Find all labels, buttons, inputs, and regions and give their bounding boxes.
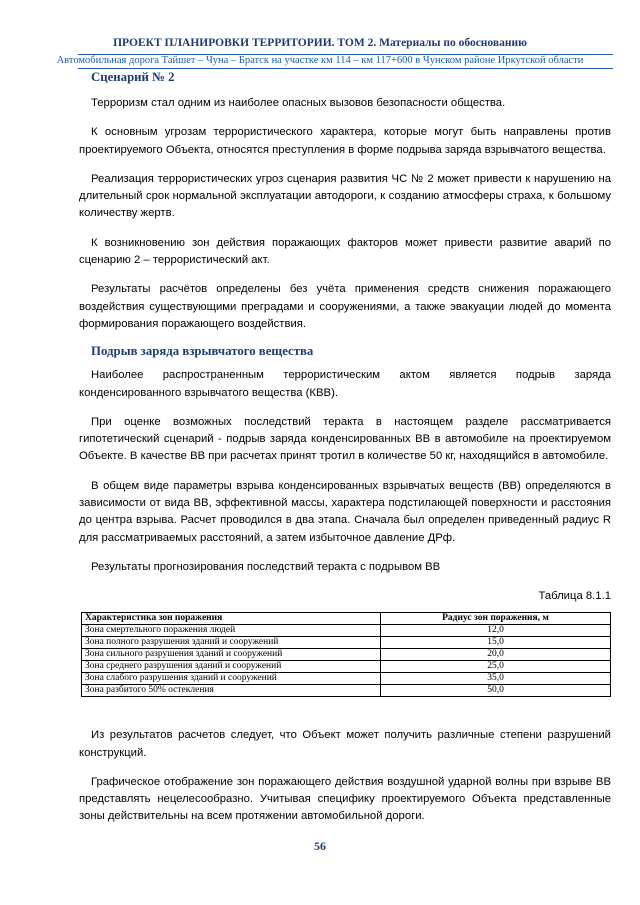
table-cell: Зона сильного разрушения зданий и сооружений bbox=[82, 649, 381, 661]
table-cell: 50,0 bbox=[381, 685, 611, 697]
table-row bbox=[82, 673, 611, 685]
table-header-cell: Радиус зон поражения, м bbox=[381, 613, 611, 625]
table-cell: Зона разбитого 50% остекления bbox=[82, 685, 381, 697]
page-content bbox=[79, 69, 611, 826]
table-row bbox=[82, 649, 611, 661]
table-header-row bbox=[82, 613, 611, 625]
paragraph: К возникновению зон действия поражающих факторов может привести развитие аварий по сценарию 2 – террористический акт. bbox=[79, 236, 611, 267]
table-row bbox=[82, 661, 611, 673]
table-cell: Зона полного разрушения зданий и сооружений bbox=[82, 637, 381, 649]
table-cell: Зона слабого разрушения зданий и сооружений bbox=[82, 673, 381, 685]
paragraph: Графическое отображение зон поражающего действия воздушной ударной волны при взрыве ВВ представлять нецелесообразно. Учитывая специфику проектируемого Объекта представленные зоны действительны на всем протяжении автомобильной дороги. bbox=[79, 775, 611, 823]
table-row bbox=[82, 625, 611, 637]
table-cell: 20,0 bbox=[381, 649, 611, 661]
table-row bbox=[82, 685, 611, 697]
paragraph: В общем виде параметры взрыва конденсированных взрывчатых веществ (ВВ) определяются в зависимости от вида ВВ, эффективной массы, характера подстилающей поверхности и расстояния до центра взрыва. Расчет проводился в два этапа. Сначала был определен приведенный радиус R для рассматриваемых расстояний, а затем избыточное давление ДРф. bbox=[79, 479, 611, 544]
paragraph: Наиболее распространенным террористическим актом является подрыв заряда конденсированного взрывчатого вещества (КВВ). bbox=[79, 369, 611, 399]
paragraph: Терроризм стал одним из наиболее опасных вызовов безопасности общества. bbox=[91, 97, 506, 109]
paragraph: К основным угрозам террористического характера, которые могут быть направлены против проектируемого Объекта, относятся преступления в форме подрыва заряда взрывчатого вещества. bbox=[79, 126, 611, 156]
paragraph: Из результатов расчетов следует, что Объект может получить различные степени разрушений конструкций. bbox=[79, 729, 611, 759]
table-cell: 12,0 bbox=[381, 625, 611, 637]
table-header-cell: Характеристика зон поражения bbox=[82, 613, 381, 625]
paragraph: Результаты прогнозирования последствий теракта с подрывом ВВ bbox=[91, 560, 441, 573]
paragraph: При оценке возможных последствий теракта в настоящем разделе рассматривается гипотетический сценарий - подрыв заряда конденсированных ВВ в автомобиле на проектируемом Объекте. В качестве ВВ при расчетах принят тротил в количестве 50 кг, находящийся в автомобиле. bbox=[79, 415, 611, 463]
table-cell: Зона среднего разрушения зданий и сооружений bbox=[82, 661, 381, 673]
page-number: 56 bbox=[314, 839, 326, 853]
table-cell: 15,0 bbox=[381, 637, 611, 649]
paragraph: Результаты расчётов определены без учёта применения средств снижения поражающего воздействия существующими преградами и сооружениями, а также эвакуации людей до момента формирования поражающего воздействия. bbox=[79, 283, 611, 330]
table-cell: 35,0 bbox=[381, 673, 611, 685]
table-caption: Таблица 8.1.1 bbox=[538, 590, 611, 603]
document-header-title: ПРОЕКТ ПЛАНИРОВКИ ТЕРРИТОРИИ. ТОМ 2. Материалы по обоснованию bbox=[113, 37, 527, 49]
paragraph: Реализация террористических угроз сценария развития ЧС № 2 может привести к нарушению на длительный срок нормальной эксплуатации автодороги, к созданию атмосферы страха, к большому количеству жертв. bbox=[79, 172, 611, 220]
section-heading: Подрыв заряда взрывчатого вещества bbox=[91, 344, 314, 359]
table-cell: Зона смертельного поражения людей bbox=[82, 625, 381, 637]
damage-zones-table bbox=[81, 612, 611, 697]
scenario-heading: Сценарий № 2 bbox=[91, 70, 175, 84]
table-row bbox=[82, 637, 611, 649]
table-cell: 25,0 bbox=[381, 661, 611, 673]
document-header-subtitle: Автомобильная дорога Тайшет – Чуна – Братск на участке км 114 – км 117+600 в Чунском районе Иркутской области bbox=[56, 55, 584, 66]
